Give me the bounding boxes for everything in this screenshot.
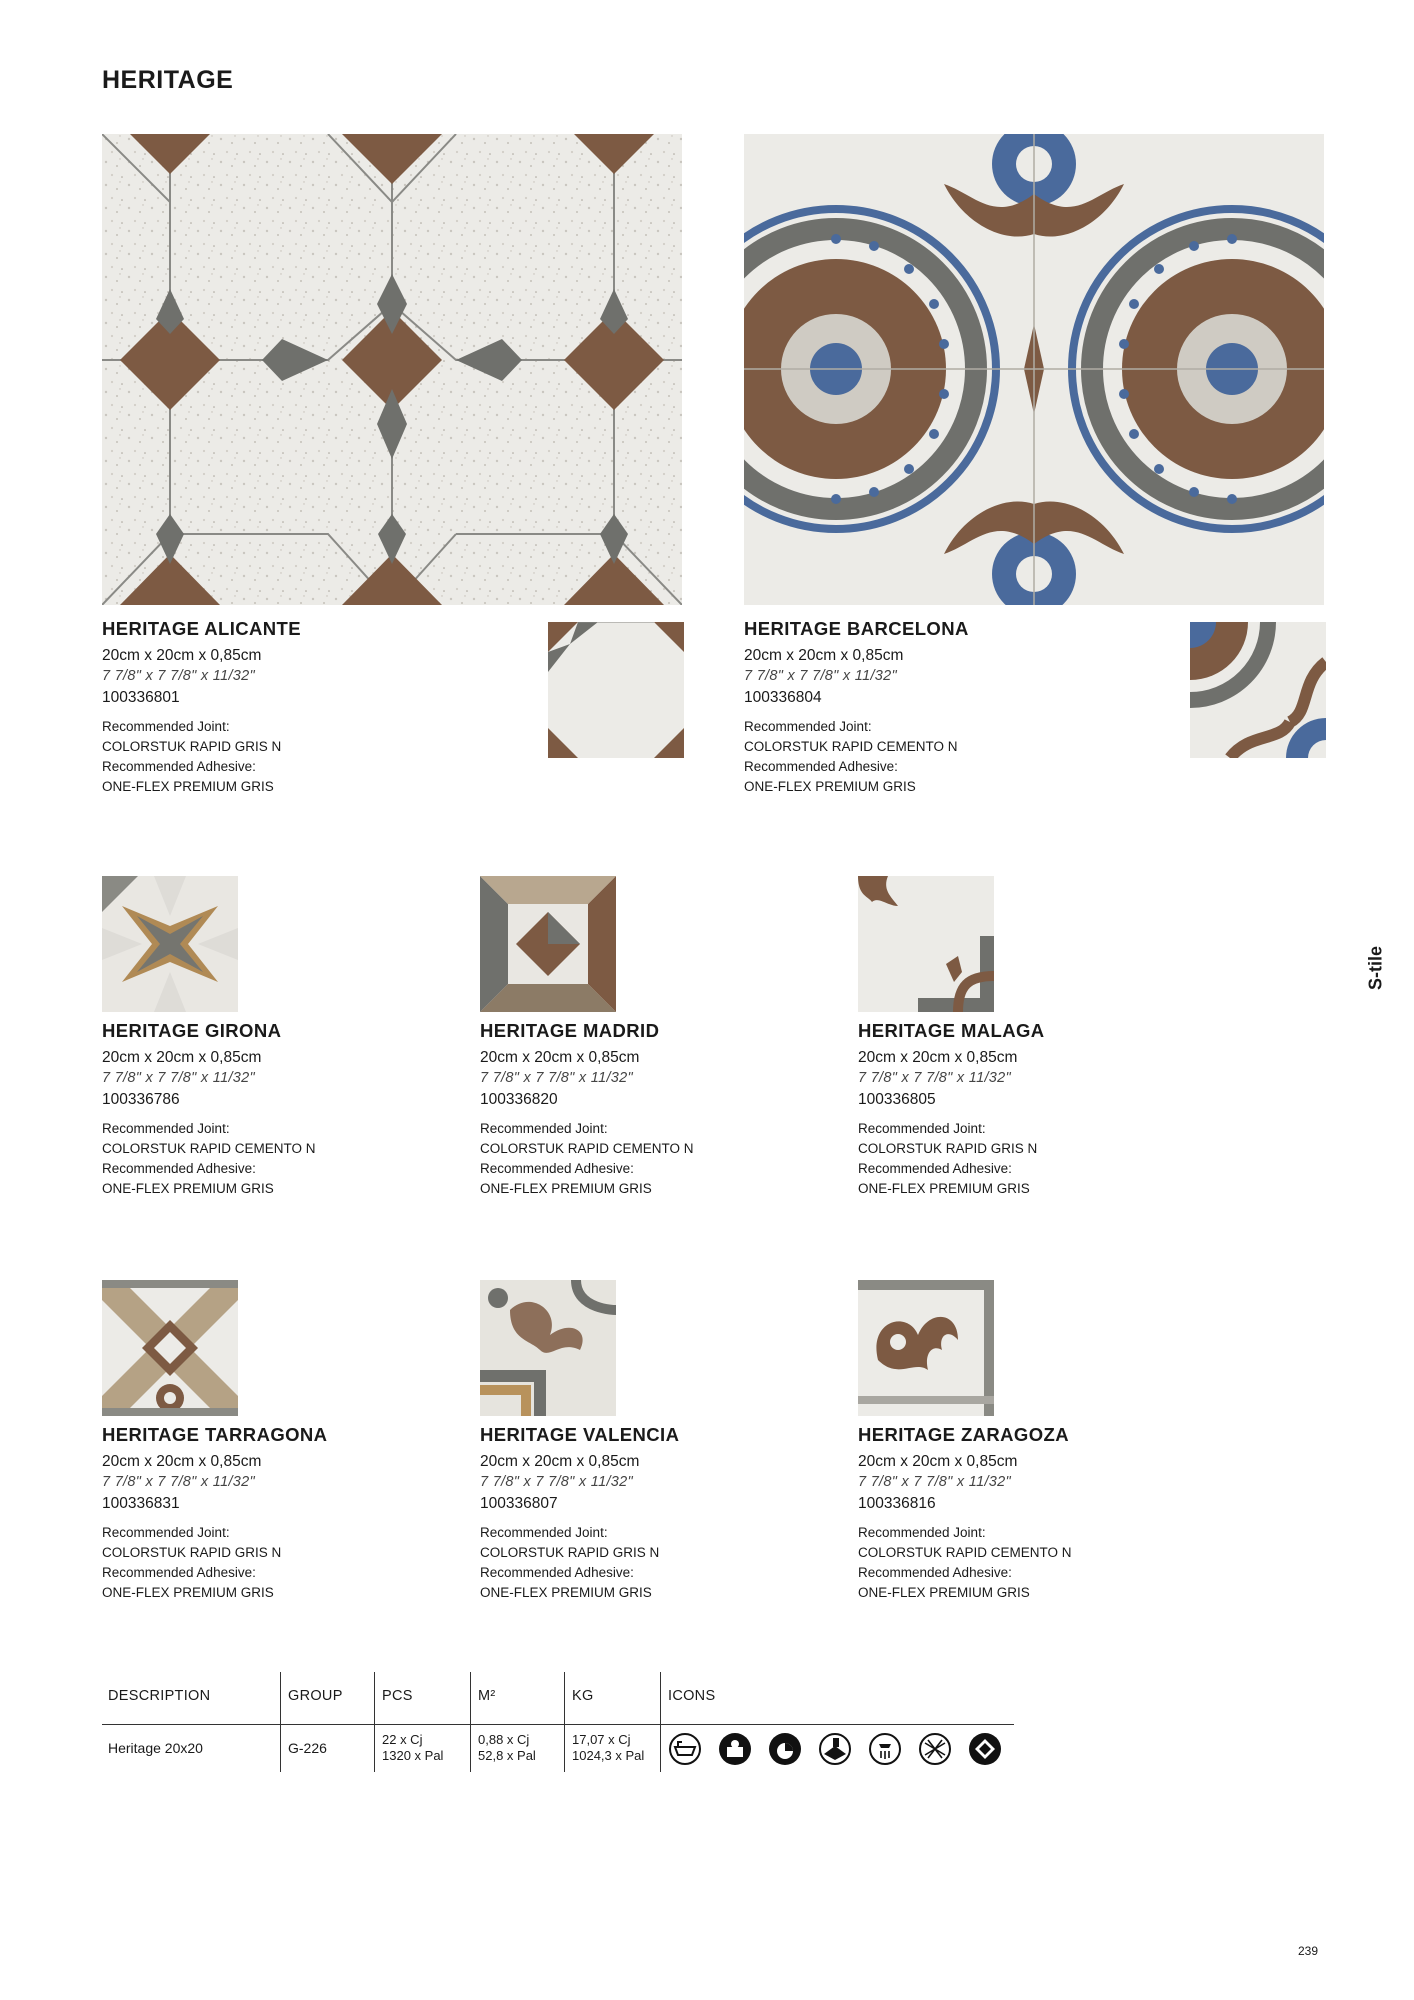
header-pcs: PCS bbox=[382, 1688, 413, 1704]
product-size-inches: 7 7/8" x 7 7/8" x 11/32" bbox=[858, 1070, 1011, 1086]
adhesive-label: Recommended Adhesive: bbox=[102, 1161, 256, 1176]
joint-value: COLORSTUK RAPID CEMENTO N bbox=[480, 1141, 694, 1156]
product-size-inches: 7 7/8" x 7 7/8" x 11/32" bbox=[102, 668, 255, 684]
joint-label: Recommended Joint: bbox=[858, 1121, 986, 1136]
adhesive-label: Recommended Adhesive: bbox=[102, 759, 256, 774]
joint-label: Recommended Joint: bbox=[480, 1525, 608, 1540]
barcelona-floor-image bbox=[744, 134, 1324, 605]
product-size-cm: 20cm x 20cm x 0,85cm bbox=[102, 647, 262, 664]
product-code: 100336801 bbox=[102, 689, 180, 706]
page-number: 239 bbox=[1298, 1944, 1319, 1958]
joint-value: COLORSTUK RAPID GRIS N bbox=[480, 1545, 660, 1560]
product-code: 100336805 bbox=[858, 1091, 936, 1108]
product-size-cm: 20cm x 20cm x 0,85cm bbox=[744, 647, 904, 664]
malaga-tile-swatch bbox=[858, 876, 994, 1012]
joint-value: COLORSTUK RAPID CEMENTO N bbox=[744, 739, 958, 754]
floor-use-icon bbox=[818, 1732, 852, 1766]
product-alicante bbox=[102, 618, 402, 797]
joint-label: Recommended Joint: bbox=[744, 719, 872, 734]
adhesive-value: ONE-FLEX PREMIUM GRIS bbox=[744, 779, 916, 794]
product-valencia bbox=[480, 1424, 780, 1603]
joint-label: Recommended Joint: bbox=[858, 1525, 986, 1540]
joint-label: Recommended Joint: bbox=[480, 1121, 608, 1136]
product-tarragona bbox=[102, 1424, 402, 1603]
slip-resistance-icon bbox=[918, 1732, 952, 1766]
tarragona-tile-swatch bbox=[102, 1280, 238, 1416]
row-group: G-226 bbox=[288, 1740, 327, 1756]
valencia-tile-swatch bbox=[480, 1280, 616, 1416]
product-name: HERITAGE VALENCIA bbox=[480, 1424, 680, 1445]
adhesive-value: ONE-FLEX PREMIUM GRIS bbox=[102, 779, 274, 794]
joint-value: COLORSTUK RAPID GRIS N bbox=[102, 739, 282, 754]
usage-icons bbox=[668, 1732, 1002, 1766]
page-title: HERITAGE bbox=[102, 66, 234, 94]
adhesive-label: Recommended Adhesive: bbox=[744, 759, 898, 774]
adhesive-value: ONE-FLEX PREMIUM GRIS bbox=[102, 1181, 274, 1196]
product-name: HERITAGE ALICANTE bbox=[102, 618, 301, 639]
product-name: HERITAGE MADRID bbox=[480, 1020, 660, 1041]
adhesive-label: Recommended Adhesive: bbox=[102, 1565, 256, 1580]
product-size-cm: 20cm x 20cm x 0,85cm bbox=[102, 1049, 262, 1066]
joint-value: COLORSTUK RAPID GRIS N bbox=[102, 1545, 282, 1560]
column-divider bbox=[660, 1672, 661, 1772]
product-size-cm: 20cm x 20cm x 0,85cm bbox=[480, 1049, 640, 1066]
adhesive-label: Recommended Adhesive: bbox=[858, 1161, 1012, 1176]
adhesive-value: ONE-FLEX PREMIUM GRIS bbox=[480, 1181, 652, 1196]
row-description: Heritage 20x20 bbox=[108, 1740, 203, 1756]
product-malaga bbox=[858, 1020, 1158, 1199]
row-kg-box: 17,07 x Cj bbox=[572, 1732, 631, 1747]
barcelona-tile-swatch bbox=[1190, 622, 1326, 758]
column-divider bbox=[564, 1672, 565, 1772]
joint-value: COLORSTUK RAPID CEMENTO N bbox=[102, 1141, 316, 1156]
header-description: DESCRIPTION bbox=[108, 1688, 211, 1704]
product-size-cm: 20cm x 20cm x 0,85cm bbox=[480, 1453, 640, 1470]
product-size-cm: 20cm x 20cm x 0,85cm bbox=[858, 1049, 1018, 1066]
product-size-inches: 7 7/8" x 7 7/8" x 11/32" bbox=[102, 1070, 255, 1086]
product-size-inches: 7 7/8" x 7 7/8" x 11/32" bbox=[102, 1474, 255, 1490]
row-kg-pallet: 1024,3 x Pal bbox=[572, 1748, 645, 1763]
side-tab-label: S-tile bbox=[1365, 945, 1386, 991]
adhesive-value: ONE-FLEX PREMIUM GRIS bbox=[858, 1181, 1030, 1196]
product-name: HERITAGE BARCELONA bbox=[744, 618, 969, 639]
shower-icon bbox=[868, 1732, 902, 1766]
product-code: 100336816 bbox=[858, 1495, 936, 1512]
column-divider bbox=[374, 1672, 375, 1772]
bathroom-icon bbox=[668, 1732, 702, 1766]
product-size-cm: 20cm x 20cm x 0,85cm bbox=[102, 1453, 262, 1470]
product-name: HERITAGE MALAGA bbox=[858, 1020, 1045, 1041]
product-size-cm: 20cm x 20cm x 0,85cm bbox=[858, 1453, 1018, 1470]
product-girona bbox=[102, 1020, 402, 1199]
product-size-inches: 7 7/8" x 7 7/8" x 11/32" bbox=[858, 1474, 1011, 1490]
joint-label: Recommended Joint: bbox=[102, 1121, 230, 1136]
header-icons: ICONS bbox=[668, 1688, 716, 1704]
header-kg: KG bbox=[572, 1688, 594, 1704]
column-divider bbox=[470, 1672, 471, 1772]
product-barcelona bbox=[744, 618, 1044, 797]
adhesive-label: Recommended Adhesive: bbox=[480, 1161, 634, 1176]
joint-label: Recommended Joint: bbox=[102, 1525, 230, 1540]
product-name: HERITAGE GIRONA bbox=[102, 1020, 282, 1041]
adhesive-value: ONE-FLEX PREMIUM GRIS bbox=[102, 1585, 274, 1600]
row-pcs-box: 22 x Cj bbox=[382, 1732, 423, 1747]
row-m2-pallet: 52,8 x Pal bbox=[478, 1748, 536, 1763]
adhesive-label: Recommended Adhesive: bbox=[480, 1565, 634, 1580]
alicante-tile-swatch bbox=[548, 622, 684, 758]
specs-table bbox=[102, 1672, 1014, 1772]
header-m2: M² bbox=[478, 1688, 496, 1704]
alicante-floor-image bbox=[102, 134, 682, 605]
product-code: 100336831 bbox=[102, 1495, 180, 1512]
joint-value: COLORSTUK RAPID GRIS N bbox=[858, 1141, 1038, 1156]
madrid-tile-swatch bbox=[480, 876, 616, 1012]
shade-variation-icon bbox=[768, 1732, 802, 1766]
product-size-inches: 7 7/8" x 7 7/8" x 11/32" bbox=[480, 1070, 633, 1086]
header-group: GROUP bbox=[288, 1688, 343, 1704]
rectified-edge-icon bbox=[718, 1732, 752, 1766]
product-name: HERITAGE TARRAGONA bbox=[102, 1424, 328, 1445]
adhesive-label: Recommended Adhesive: bbox=[858, 1565, 1012, 1580]
row-pcs-pallet: 1320 x Pal bbox=[382, 1748, 444, 1763]
product-code: 100336786 bbox=[102, 1091, 180, 1108]
joint-value: COLORSTUK RAPID CEMENTO N bbox=[858, 1545, 1072, 1560]
adhesive-value: ONE-FLEX PREMIUM GRIS bbox=[480, 1585, 652, 1600]
zaragoza-tile-swatch bbox=[858, 1280, 994, 1416]
product-code: 100336807 bbox=[480, 1495, 558, 1512]
product-size-inches: 7 7/8" x 7 7/8" x 11/32" bbox=[480, 1474, 633, 1490]
adhesive-value: ONE-FLEX PREMIUM GRIS bbox=[858, 1585, 1030, 1600]
product-code: 100336820 bbox=[480, 1091, 558, 1108]
row-m2-box: 0,88 x Cj bbox=[478, 1732, 530, 1747]
joint-label: Recommended Joint: bbox=[102, 719, 230, 734]
product-zaragoza bbox=[858, 1424, 1158, 1603]
column-divider bbox=[280, 1672, 281, 1772]
girona-tile-swatch bbox=[102, 876, 238, 1012]
product-size-inches: 7 7/8" x 7 7/8" x 11/32" bbox=[744, 668, 897, 684]
product-madrid bbox=[480, 1020, 780, 1199]
product-code: 100336804 bbox=[744, 689, 822, 706]
edge-profile-icon bbox=[968, 1732, 1002, 1766]
header-divider bbox=[102, 1724, 1014, 1725]
product-name: HERITAGE ZARAGOZA bbox=[858, 1424, 1069, 1445]
